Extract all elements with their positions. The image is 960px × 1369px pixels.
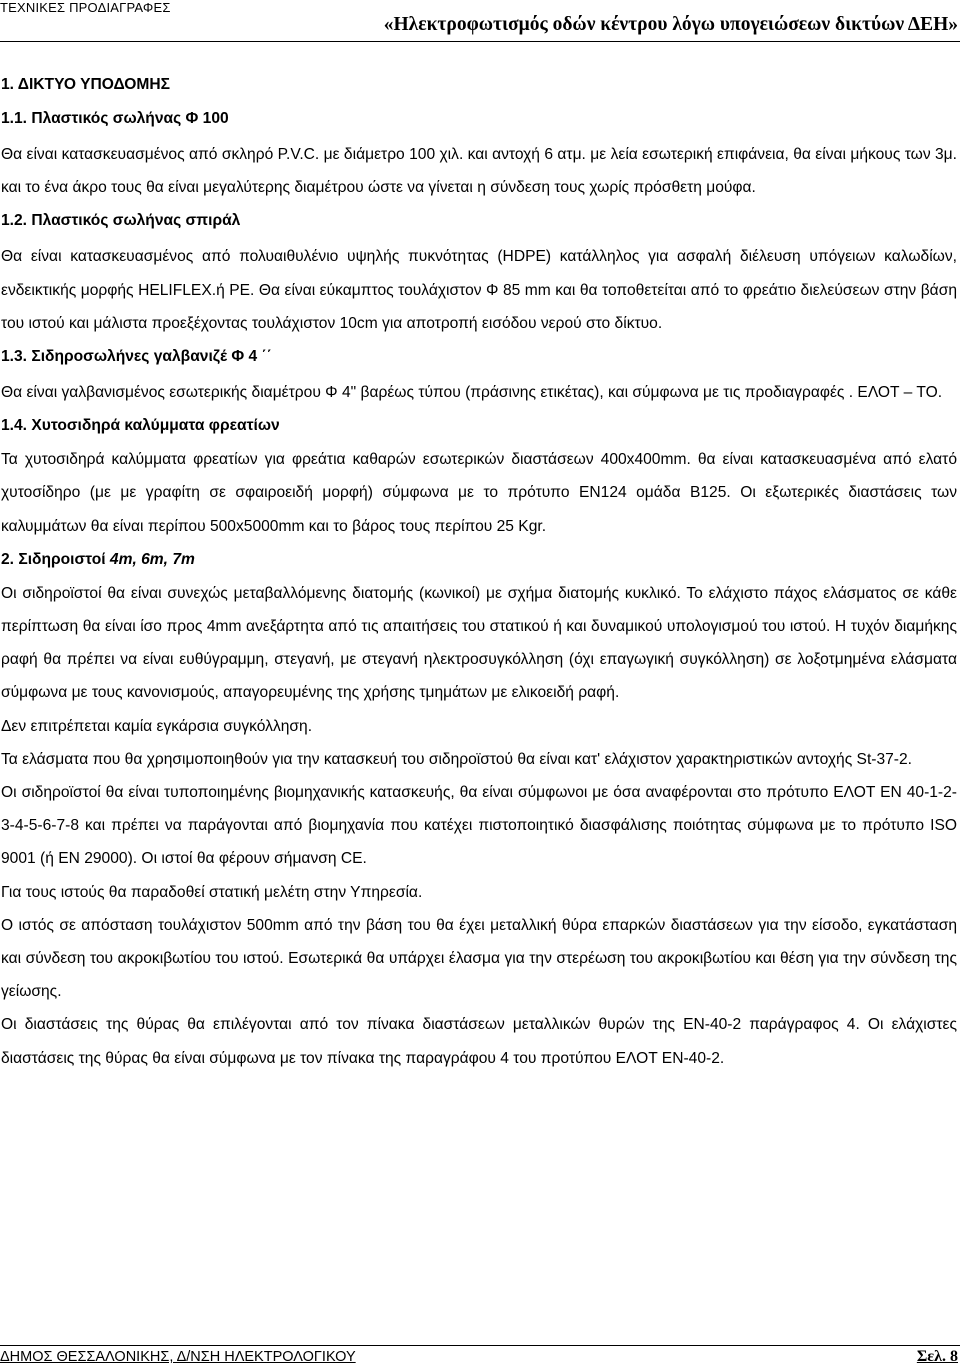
paragraph-2-5: Για τους ιστούς θα παραδοθεί στατική μελέτη στην Υπηρεσία. [1,883,423,901]
section-label: ΤΕΧΝΙΚΕΣ ΠΡΟΔΙΑΓΡΑΦΕΣ [0,0,171,15]
heading-1-1: 1.1. Πλαστικός σωλήνας Φ 100 [1,110,229,127]
footer-divider [0,1345,960,1346]
page-footer [0,1345,960,1369]
paragraph-2-6: Ο ιστός σε απόσταση τουλάχιστον 500mm από την βάση του θα έχει μεταλλική θύρα επαρκών διαστάσεων για την είσοδο, εγκατάσταση και σύνδεση του ακροκιβωτίου του ιστού. Εσωτερικά θα υπάρχει έλασμα για την στερέωση του ακροκιβωτίου και θέση για την σύνδεση της γείωσης. [1,916,957,1001]
paragraph-2-7: Οι διαστάσεις της θύρας θα επιλέγονται από τον πίνακα διαστάσεων μεταλλικών θυρών της ΕΝ-40-2 παράγραφος 4. Οι ελάχιστες διαστάσεις της θύρας θα είναι σύμφωνα με τον πίνακα της παραγράφου 4 του προτύπου ΕΛΟΤ ΕΝ-40-2. [1,1016,957,1067]
paragraph-2-4: Οι σιδηροϊστοί θα είναι τυποποιημένης βιομηχανικής κατασκευής, θα είναι σύμφωνοι με όσα αναφέρονται στο πρότυπο ΕΛΟΤ ΕΝ 40-1-2-3-4-5-6-7-8 και πρέπει να παράγονται από βιομηχανία που κατέχει πιστοποιητικό διασφάλισης ποιότητας σύμφωνα με το πρότυπο ISO 9001 (ή EN 29000). Οι ιστοί θα φέρουν σήμανση CE. [1,784,957,868]
project-title: «Ηλεκτροφωτισμός οδών κέντρου λόγω υπογειώσεων δικτύων ΔΕΗ» [383,14,958,35]
paragraph-1-1: Θα είναι κατασκευασμένος από σκληρό P.V.C. με διάμετρο 100 χιλ. και αντοχή 6 ατμ. με λεία εσωτερική επιφάνεια, θα είναι μήκους των 3μ. και το ένα άκρο τους θα είναι μεγαλύτερης διαμέτρου ώστε να γίνεται η σύνδεση τους χωρίς πρόσθετη μούφα. [1,146,957,197]
heading-2 [1,543,957,577]
paragraph-1-4: Τα χυτοσιδηρά καλύμματα φρεατίων για φρεάτια καθαρών εσωτερικών διαστάσεων 400x400mm. θα είναι κατασκευασμένα από ελατό χυτοσίδηρο (με με γραφίτη σε σφαιροειδή μορφή) σύμφωνα με το πρότυπο ΕΝ124 ομάδα Β125. Οι εξωτερικές διαστάσεις των καλυμμάτων θα είναι περίπου 500x5000mm και το βάρος τους περίπου 25 Kgr. [1,451,957,535]
heading-1-4: 1.4. Χυτοσιδηρά καλύμματα φρεατίων [1,417,280,435]
paragraph-2-1: Οι σιδηροϊστοί θα είναι συνεχώς μεταβαλλόμενης διατομής (κωνικοί) με σχήμα διατομής κυκλικό. Το ελάχιστο πάχος ελάσματος σε κάθε περίπτωση θα είναι ίσο προς 4mm ανεξάρτητα από τις απαιτήσεις του στατικού ή και δυναμικού υπολογισμού του ιστού. Η τυχόν διαμήκης ραφή θα πρέπει να είναι ευθύγραμμη, στεγανή, με στεγανή ηλεκτροσυγκόλληση (όχι επαγωγική συγκόλληση) σε λοξοτμημένα ελάσματα σύμφωνα με τους κανονισμούς, απαγορευμένης της χρήσης τμημάτων με ελικοειδή ραφή. [1,584,957,702]
paragraph-2-2: Δεν επιτρέπεται καμία εγκάρσια συγκόλληση. [1,717,313,735]
header-divider [0,41,960,42]
paragraph-2-3: Τα ελάσματα που θα χρησιμοποιηθούν για την κατασκευή του σιδηροϊστού θα είναι κατ' ελάχιστον χαρακτηριστικών αντοχής St-37-2. [1,750,913,768]
heading-1: 1. ΔΙΚΤΥΟ ΥΠΟΔΟΜΗΣ [1,76,170,93]
page-number: Σελ. 8 [916,1348,958,1365]
footer-organization: ΔΗΜΟΣ ΘΕΣΣΑΛΟΝΙΚΗΣ, Δ/ΝΣΗ ΗΛΕΚΤΡΟΛΟΓΙΚΟΥ [0,1349,356,1365]
page-header [0,0,960,42]
heading-2-prefix: 2. Σιδηροιστοί [1,550,106,568]
paragraph-1-3: Θα είναι γαλβανισμένος εσωτερικής διαμέτρου Φ 4" βαρέως τύπου (πράσινης ετικέτας), και σύμφωνα με τις προδιαγραφές . ΕΛΟΤ – ΤΟ. [1,384,943,402]
heading-2-heights: 4m, 6m, 7m [105,550,195,568]
document-body [1,68,957,1075]
heading-1-2: 1.2. Πλαστικός σωλήνας σπιράλ [1,212,241,230]
heading-1-3: 1.3. Σιδηροσωλήνες γαλβανιζέ Φ 4 ΄΄ [1,348,272,366]
paragraph-1-2: Θα είναι κατασκευασμένος από πολυαιθυλένιο υψηλής πυκνότητας (HDPE) κατάλληλος για ασφαλή διέλευση υπόγειων καλωδίων, ενδεικτικής μορφής HELIFLEX.ή PE. Θα είναι εύκαμπτος τουλάχιστον Φ 85 mm και θα τοποθετείται από το φρεάτιο διελεύσεων στην βάση του ιστού και μάλιστα προεξέχοντας τουλάχιστον 10cm για αποτροπή εισόδου νερού στο δίκτυο. [1,248,957,332]
